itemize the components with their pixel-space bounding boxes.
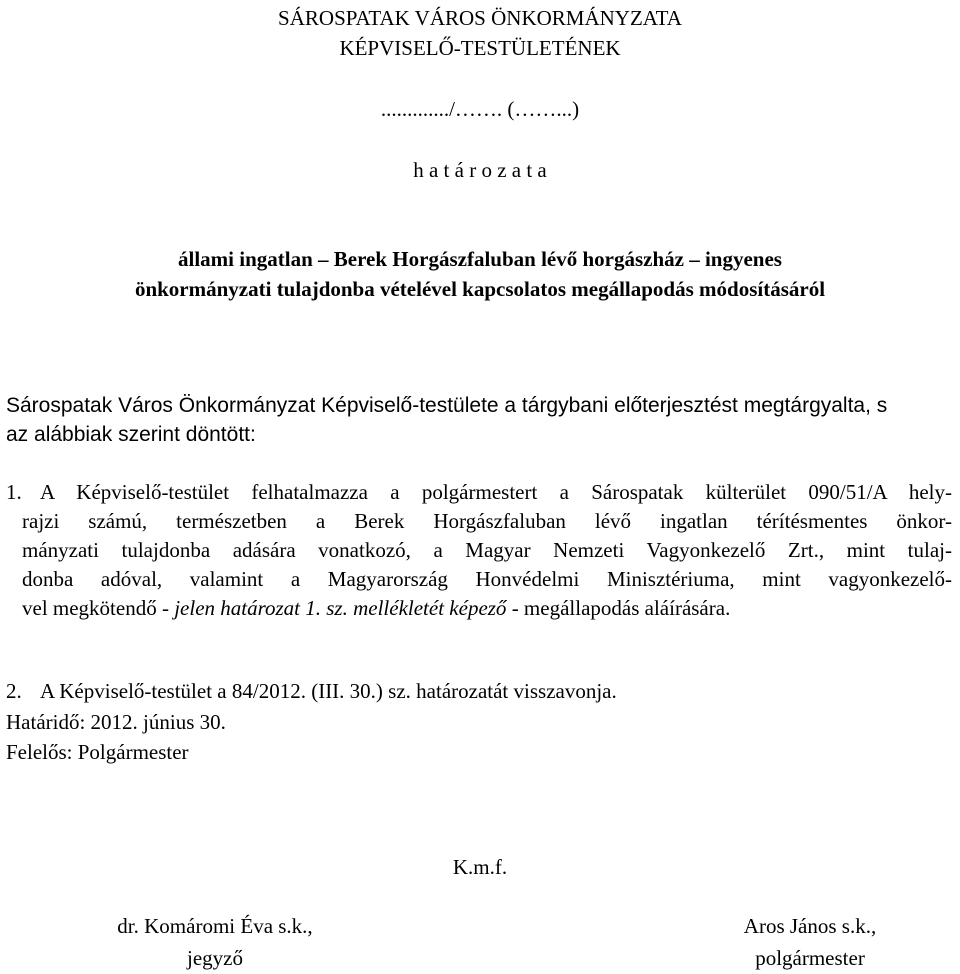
intro-line-1: Sárospatak Város Önkormányzat Képviselő-testülete a tárgybani előterjesztést megtárgyalta, s bbox=[6, 394, 888, 417]
signature-mayor bbox=[680, 910, 940, 974]
subject-line-1: állami ingatlan – Berek Horgászfaluban lévő horgászház – ingyenes bbox=[178, 247, 782, 271]
item-1-line-1: 1. A Képviselő-testület felhatalmazza a polgármestert a Sárospatak külterület 090/51/A hely- bbox=[6, 478, 952, 507]
mayor-name: Aros János s.k., bbox=[743, 914, 877, 938]
resolution-item-2: 2. A Képviselő-testület a 84/2012. (III. 30.) sz. határozatát visszavonja. bbox=[6, 676, 617, 707]
council-body: KÉPVISELŐ-TESTÜLETÉNEK bbox=[339, 36, 621, 60]
deadline: Határidő: 2012. június 30. bbox=[6, 710, 226, 734]
resolution-number: ............./……. (……...) bbox=[380, 97, 580, 121]
notary-title: jegyző bbox=[187, 946, 243, 970]
kmf: K.m.f. bbox=[452, 855, 508, 879]
item-1-line-3: mányzati tulajdonba adására vonatkozó, a Magyar Nemzeti Vagyonkezelő Zrt., mint tulaj- bbox=[22, 538, 952, 562]
item-1-line-2: rajzi számú, természetben a Berek Horgászfaluban lévő ingatlan térítésmentes önkor- bbox=[22, 509, 952, 533]
item-1-line-4: donba adóval, valamint a Magyarország Honvédelmi Minisztériuma, mint vagyonkezelő- bbox=[22, 567, 952, 591]
document-type: h a t á r o z a t a bbox=[413, 158, 547, 182]
council-name: SÁROSPATAK VÁROS ÖNKORMÁNYZATA bbox=[278, 6, 682, 30]
item-2-number: 2. bbox=[6, 679, 22, 703]
responsible: Felelős: Polgármester bbox=[6, 740, 189, 764]
item-1-line-5: vel megkötendő - jelen határozat 1. sz. mellékletét képező - megállapodás aláírására. bbox=[22, 596, 731, 620]
mayor-title: polgármester bbox=[755, 946, 865, 970]
item-1-number: 1. bbox=[6, 480, 22, 504]
intro-line-2: az alábbiak szerint döntött: bbox=[6, 423, 256, 446]
annex-reference: jelen határozat 1. sz. mellékletét képező bbox=[174, 596, 507, 620]
resolution-item-1 bbox=[6, 478, 952, 623]
subject-line-2: önkormányzati tulajdonba vételével kapcsolatos megállapodás módosításáról bbox=[134, 277, 826, 301]
notary-name: dr. Komáromi Éva s.k., bbox=[117, 914, 313, 938]
signature-notary bbox=[60, 910, 370, 974]
